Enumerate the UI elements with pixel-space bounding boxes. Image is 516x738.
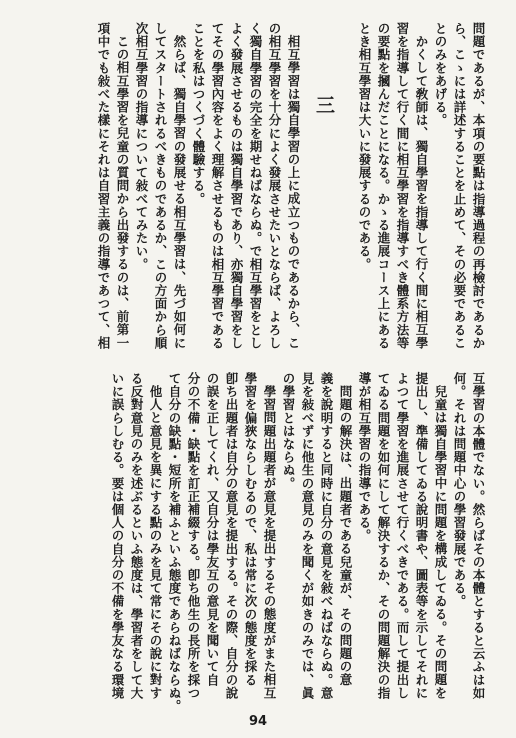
text-column: 互學習の本體でない。然らばその本體とすると云ふは如 xyxy=(471,372,486,700)
text-column: 何。それは問題中心の學習發展である。 xyxy=(452,372,467,608)
text-column: 然らば、獨自學習の發展せる相互學習は、先づ如何に xyxy=(172,35,187,350)
text-column: 導が相互學習の指導である。 xyxy=(357,372,372,543)
text-column: ら、こゝには詳述することを止めて、その必要であるこ xyxy=(452,22,467,350)
text-column: の誤を正してくれ、又自分は學友互の意見を聞いて自 xyxy=(205,372,220,687)
text-column: ことを私はつくづく體驗する。 xyxy=(191,22,206,206)
text-column: る反對意見のみを述ぶるといふ態度は、學習者をして大 xyxy=(129,372,144,700)
text-column: とのみをあげる。 xyxy=(433,22,448,127)
text-column: 問題の解決は、出題者である兒童が、その問題の意 xyxy=(338,385,353,687)
upper-section xyxy=(0,0,516,355)
text-column: 義を說明すると同時に自分の意見を敍べねばならぬ。意 xyxy=(319,372,334,700)
text-column: 項中でも敍べた樣にそれは自習主義の指導であつて、相 xyxy=(96,22,111,350)
text-column: とき相互學習は大いに發展するのである。 xyxy=(357,22,372,271)
page-number: 94 xyxy=(248,714,268,729)
text-column: の學習とはならぬ。 xyxy=(281,372,296,490)
text-column: かくして敎師は、獨自學習を指導して行く間に相互學 xyxy=(414,35,429,350)
text-column: 見を敍べずに他生の意見のみを聞くが如きのみでは、眞 xyxy=(300,372,315,700)
text-column: く獨自學習の完全を期せねばならぬ。で相互學習をとし xyxy=(248,22,263,350)
text-column: の要點を摑んだことになる。かゝる進展コース上にある xyxy=(376,22,391,350)
text-column: いに誤らしむる。要は個人の自分の不備を學友なる環境 xyxy=(110,372,125,700)
lower-section xyxy=(0,360,516,713)
text-column: 習を指導して行く間に相互學習を指導すべき體系方法等 xyxy=(395,22,410,350)
text-column: の相互學習を十分によく發展させたいとならば、よろし xyxy=(267,22,282,350)
text-column: 提出し、準備してゐる說明書や、圖表等を示してそれに xyxy=(414,372,429,700)
text-column: よく發展させるものは獨自學習であり、亦獨自學習をし xyxy=(229,22,244,350)
text-column: よつて學習を進展させて行くべきである。而して提出し xyxy=(395,372,410,700)
text-column: て自分の缺點・短所を補ふといふ態度であらねばならぬ。 xyxy=(167,372,182,713)
text-column: 卽ち出題者は自分の意見を提出する。その際、自分の說 xyxy=(224,372,239,700)
text-column: してスタートされるべきものであるか、この方面から順 xyxy=(153,22,168,350)
section-heading: 三 xyxy=(313,95,335,116)
text-column: てその學習內容をよく理解させるものは相互學習である xyxy=(210,22,225,350)
text-column: 他人と意見を異にする點のみを見て常にその說に對す xyxy=(148,385,163,700)
text-column: 兒童は獨自學習中に問題を構成してゐる。その問題を xyxy=(433,385,448,700)
text-column: てゐる問題を如何にして解決するか、その問題解決の指 xyxy=(376,372,391,700)
text-column: この相互學習を兒童の質問から出發するのは、前第一 xyxy=(115,35,130,350)
text-column: 次相互學習の指導について敍べてみたい。 xyxy=(134,22,149,271)
text-column: 學習を偏狹ならしむるので、私は常に次の態度を採る xyxy=(243,372,258,687)
text-column: 相互學習は獨自學習の上に成立つものであるから、こ xyxy=(286,35,301,350)
text-column: 分の不備・缺點を訂正補綴する。卽ち他生の長所を採つ xyxy=(186,372,201,700)
text-column: 問題であるが、本項の要點は指導過程の再檢討であるか xyxy=(471,22,486,350)
text-column: 學習問題出題者が意見を提出するその態度がまた相互 xyxy=(262,385,277,700)
